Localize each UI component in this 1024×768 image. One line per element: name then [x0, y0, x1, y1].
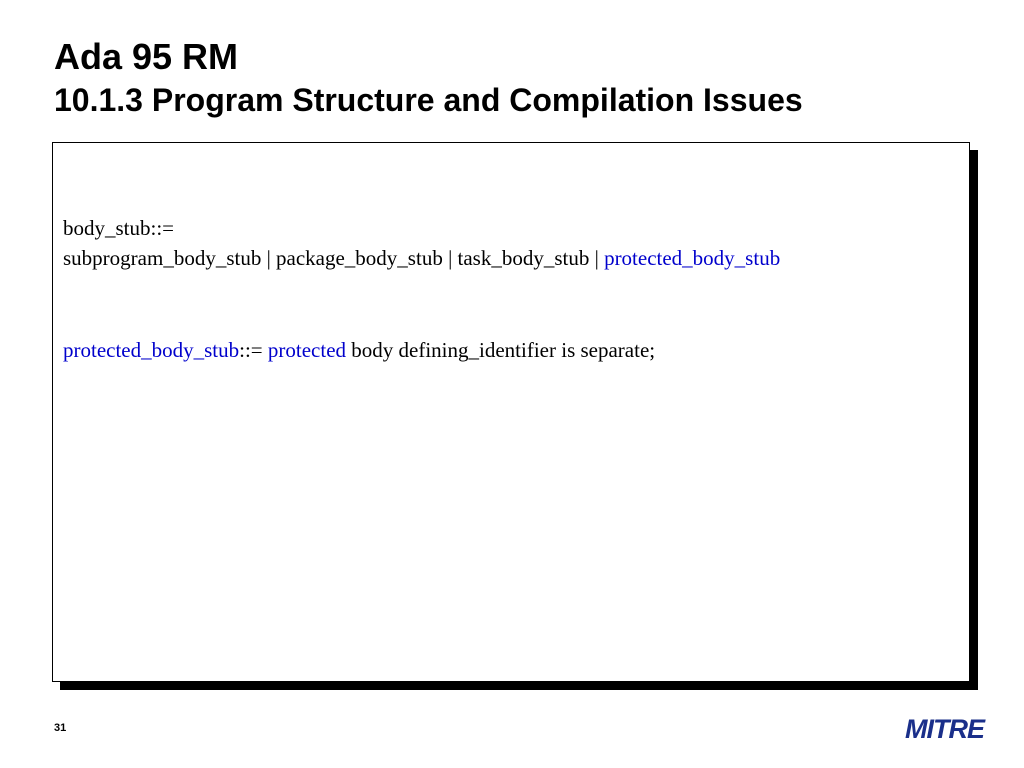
page-number: 31 — [54, 722, 67, 734]
rule2-lhs: protected_body_stub — [63, 338, 240, 362]
rule2 — [63, 335, 959, 365]
grammar-rules — [63, 213, 959, 365]
content-box — [52, 142, 970, 682]
rule2-keyword: protected — [267, 338, 347, 362]
rule2-rest: body defining_identifier is separate; — [346, 338, 656, 362]
rule2-operator: ::= — [239, 338, 268, 362]
rule1-highlighted-alternative: protected_body_stub — [604, 246, 781, 270]
rule1-alternatives — [63, 243, 959, 273]
spacer — [63, 273, 959, 335]
slide-subtitle: 10.1.3 Program Structure and Compilation Issues — [54, 82, 803, 118]
slide-title: Ada 95 RM — [54, 36, 239, 77]
mitre-logo: MITRE — [905, 714, 984, 744]
rule1-lhs: body_stub::= — [63, 216, 175, 240]
rule1-alternatives-text: subprogram_body_stub | package_body_stub | task_body_stub | — [63, 246, 605, 270]
